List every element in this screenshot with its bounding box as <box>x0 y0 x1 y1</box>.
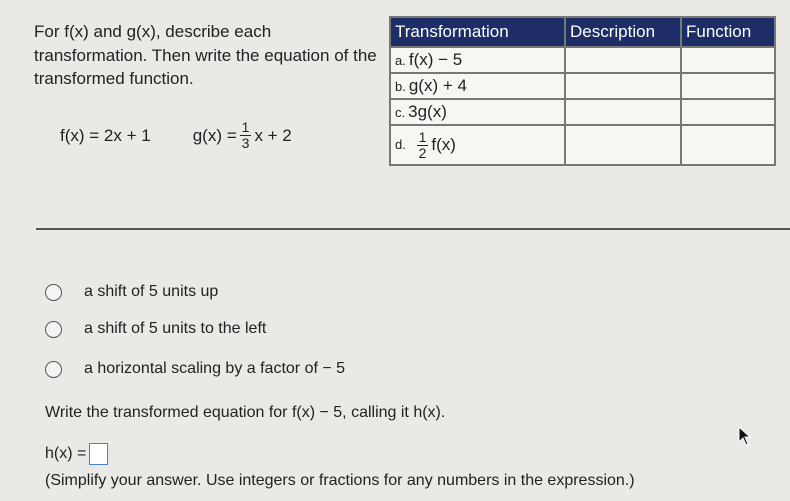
transformation-table <box>389 16 776 166</box>
answer-hint: (Simplify your answer. Use integers or fractions for any numbers in the expression.) <box>45 472 635 489</box>
problem-prompt: For f(x) and g(x), describe each transformation. Then write the equation of the transformed function. <box>34 22 377 88</box>
g-definition-prefix: g(x) = <box>192 125 237 145</box>
answer-row <box>45 443 108 465</box>
option-label: a shift of 5 units up <box>84 283 219 300</box>
description-cell[interactable] <box>565 99 681 125</box>
description-cell[interactable] <box>565 125 681 165</box>
option-horizontal-scaling[interactable] <box>45 360 345 378</box>
header-transformation: Transformation <box>390 17 565 47</box>
function-cell[interactable] <box>681 99 775 125</box>
section-divider <box>36 228 790 230</box>
answer-input[interactable] <box>89 443 108 465</box>
equation-question: Write the transformed equation for f(x) − 5, calling it h(x). <box>45 404 446 421</box>
description-cell[interactable] <box>565 73 681 99</box>
transformation-cell: d. $\frac{1}{2}$ f(x) <box>390 125 565 165</box>
header-description: Description <box>565 17 681 47</box>
function-definitions <box>60 120 292 151</box>
g-definition-suffix: x + 2 <box>254 125 292 145</box>
option-label: a shift of 5 units to the left <box>84 320 267 337</box>
option-shift-left[interactable] <box>45 320 266 338</box>
description-cell[interactable] <box>565 47 681 73</box>
radio-button[interactable] <box>45 321 62 338</box>
g-coefficient-fraction: $\frac{1}{3}$ <box>241 119 250 151</box>
f-definition: f(x) = 2x + 1 <box>60 125 151 145</box>
option-label: a horizontal scaling by a factor of − 5 <box>84 360 346 377</box>
transformation-cell: b. g(x) + 4 <box>390 73 565 99</box>
table-row <box>390 99 775 125</box>
option-shift-up[interactable] <box>45 283 218 301</box>
function-cell[interactable] <box>681 125 775 165</box>
radio-button[interactable] <box>45 361 62 378</box>
row-d-fraction: $\frac{1}{2}$ <box>418 128 427 161</box>
transformation-cell: c. 3g(x) <box>390 99 565 125</box>
table-row <box>390 73 775 99</box>
header-function: Function <box>681 17 775 47</box>
radio-button[interactable] <box>45 284 62 301</box>
mouse-pointer-icon <box>738 426 752 446</box>
answer-label: h(x) = <box>45 445 87 462</box>
function-cell[interactable] <box>681 73 775 99</box>
table-row <box>390 47 775 73</box>
function-cell[interactable] <box>681 47 775 73</box>
table-row <box>390 125 775 165</box>
transformation-cell: a. f(x) − 5 <box>390 47 565 73</box>
